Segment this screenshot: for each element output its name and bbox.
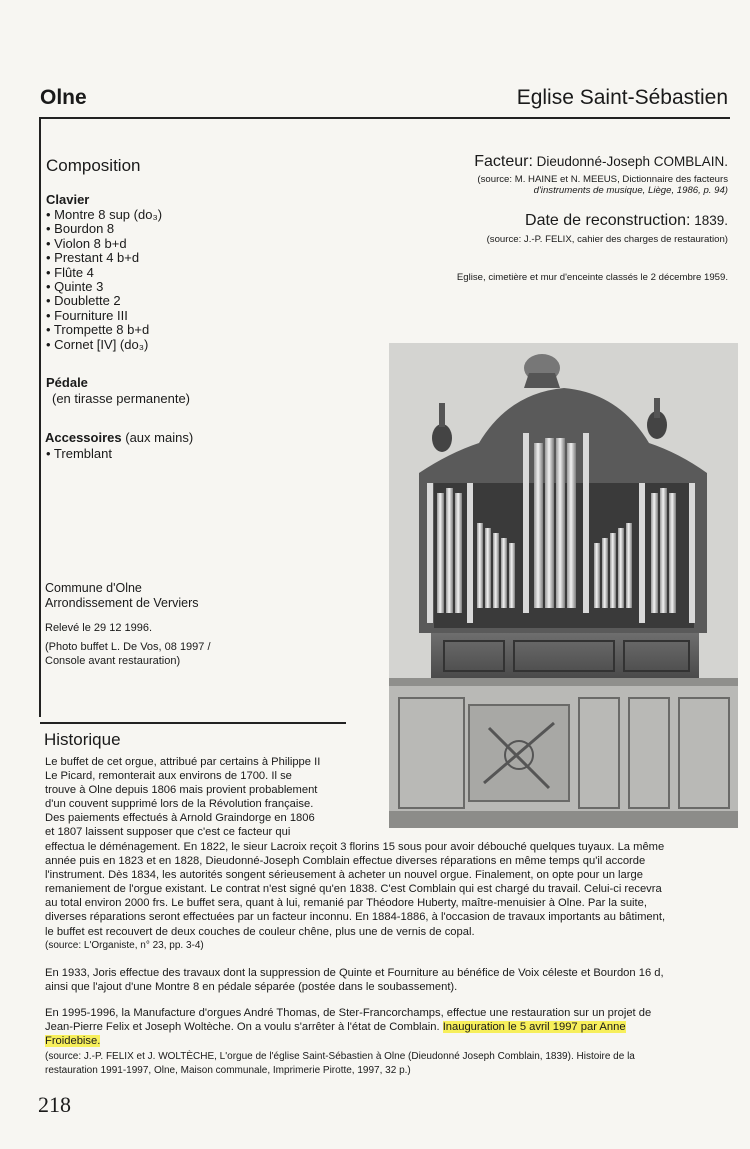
stop-item: • Fourniture III [46,307,128,323]
historique-title: Historique [44,730,121,749]
stop-item: • Bourdon 8 [46,221,115,237]
source-citation: restauration 1991-1997, Olne, Maison communale, Imprimerie Pirotte, 1997, 32 p.) [45,1065,411,1077]
para-line: Des paiements effectués à Arnold Graindorge en 1806 [45,812,315,825]
para-line: l'instrument. Dès 1834, les autorités songent sérieusement à acheter un nouvel orgue. Finalement, on opte pour un large [45,869,643,882]
reconstruction-year: 1839. [690,213,728,228]
facteur-source-line: d'instruments de musique, Liège, 1986, p. 94) [533,185,728,196]
commune-text: Commune d'Olne [45,581,142,595]
stop-item: • Cornet [IV] (do₃) [46,336,149,352]
para-line: effectua le déménagement. En 1822, le sieur Lacroix reçoit 3 florins 15 sous pour avoir débouché quelques tuyaux. La même [45,841,665,853]
para-line: En 1933, Joris effectue des travaux dont la suppression de Quinte et Fourniture au bénéfice de Voix céleste et Bourdon 16 d, [45,967,664,979]
para-line: remaniement de l'orgue existant. Le contrat n'est signé qu'en 1838. C'est Comblain qui est chargé du travail. Celui-ci recevra [45,883,662,896]
church-title: Eglise Saint-Sébastien [516,86,728,109]
accessoires-label: Accessoires [45,430,122,445]
para-text: Jean-Pierre Felix et Joseph Woltèche. On a voulu s'arrêter à l'état de Comblain. [45,1021,440,1034]
para-line: au total environ 2000 frs. Le buffet sera, quant à lui, remanié par Théodore Huberty, maître-menuisier à Olne. Par la suite, [45,897,647,910]
facteur-source [477,174,728,196]
accessoire-item: • Tremblant [46,446,112,461]
historique-rule [40,722,346,724]
stop-item: • Quinte 3 [46,279,104,295]
historique-paragraph-1 [45,755,348,840]
para-line: trouve à Olne depuis 1806 mais provient probablement [45,784,318,797]
pipes-left-tower [437,488,462,613]
historique-paragraph-3 [45,1006,741,1078]
source-citation: (source: L'Organiste, n° 23, pp. 3-4) [45,939,204,951]
clavier-label: Clavier [46,192,90,207]
source-citation: (source: J.-P. FELIX et J. WOLTÈCHE, L'orgue de l'église Saint-Sébastien à Olne (Dieudonné Joseph Comblain, 1839). Histoire de la [45,1051,635,1063]
historique-paragraph-1-continued [45,840,741,953]
photo-credit [45,640,211,668]
facteur-heading [474,153,728,171]
stop-item: • Violon 8 b+d [46,235,127,251]
pipes-right-tower [651,488,676,613]
facteur-name: Dieudonné-Joseph COMBLAIN. [532,154,728,169]
stop-item: • Montre 8 sup (do₃) [46,207,163,222]
reconstruction-source: (source: J.-P. FELIX, cahier des charges de restauration) [486,234,728,245]
stop-item: • Trompette 8 b+d [46,322,150,338]
classement-note: Eglise, cimetière et mur d'enceinte classés le 2 décembre 1959. [456,272,728,283]
highlighted-text: Inauguration le 5 avril 1997 par Anne [442,1021,626,1034]
para-line: ainsi que l'ajout d'une Montre 8 en pédale séparée (postée dans le soubassement). [45,981,458,994]
header-rule [40,117,730,119]
facteur-label: Facteur: [474,153,533,170]
para-line: le buffet est recouvert de deux couches de couleur chêne, plus une de vernis de copal. [45,925,475,938]
para-line [45,1034,741,1048]
composition-title: Composition [46,156,141,175]
para-line: Le buffet de cet orgue, attribué par certains à Philippe II [45,756,321,768]
pedale-label: Pédale [46,375,88,390]
highlighted-text: Froidebise. [45,1035,101,1048]
para-line: et 1807 laissent supposer que c'est ce facteur qui [45,826,291,839]
stop-item: • Doublette 2 [46,293,121,309]
organ-photo [389,343,738,828]
para-line: En 1995-1996, la Manufacture d'orgues André Thomas, de Ster-Francorchamps, effectue une restauration sur un projet de [45,1007,652,1019]
photo-credit-line: Console avant restauration) [45,655,181,667]
para-line: d'un couvent supprimé lors de la Révolution française. [45,798,314,811]
stop-item: • Flûte 4 [46,264,94,280]
para-line: année puis en 1823 et en 1828, Dieudonné-Joseph Comblain effectue diverses réparations en même temps qu'il accorde [45,855,646,868]
stop-item: • Prestant 4 b+d [46,250,140,266]
para-line: Le Picard, remonterait aux environs de 1700. Il se [45,770,292,783]
accessoires-suffix: (aux mains) [121,430,194,445]
reconstruction-label: Date de reconstruction: [525,212,691,229]
page-number: 218 [38,1092,71,1117]
clavier-stop-list [46,208,162,352]
releve-text: Relevé le 29 12 1996. [45,622,153,634]
reconstruction-heading [525,212,728,230]
para-line: diverses réparations seront effectuées par un facteur inconnu. En 1884-1886, à l'occasion de travaux importants au bâtiment, [45,911,666,924]
arrondissement-text: Arrondissement de Verviers [45,596,199,610]
place-title: Olne [40,86,87,109]
photo-credit-line: (Photo buffet L. De Vos, 08 1997 / [45,641,211,653]
left-frame-rule [39,117,41,717]
pedale-text: (en tirasse permanente) [52,391,191,406]
para-line [45,1020,741,1034]
accessoires-heading [45,430,193,445]
historique-paragraph-2 [45,966,741,994]
facteur-source-line: (source: M. HAINE et N. MEEUS, Dictionnaire des facteurs [477,174,728,185]
location-block [45,581,199,611]
